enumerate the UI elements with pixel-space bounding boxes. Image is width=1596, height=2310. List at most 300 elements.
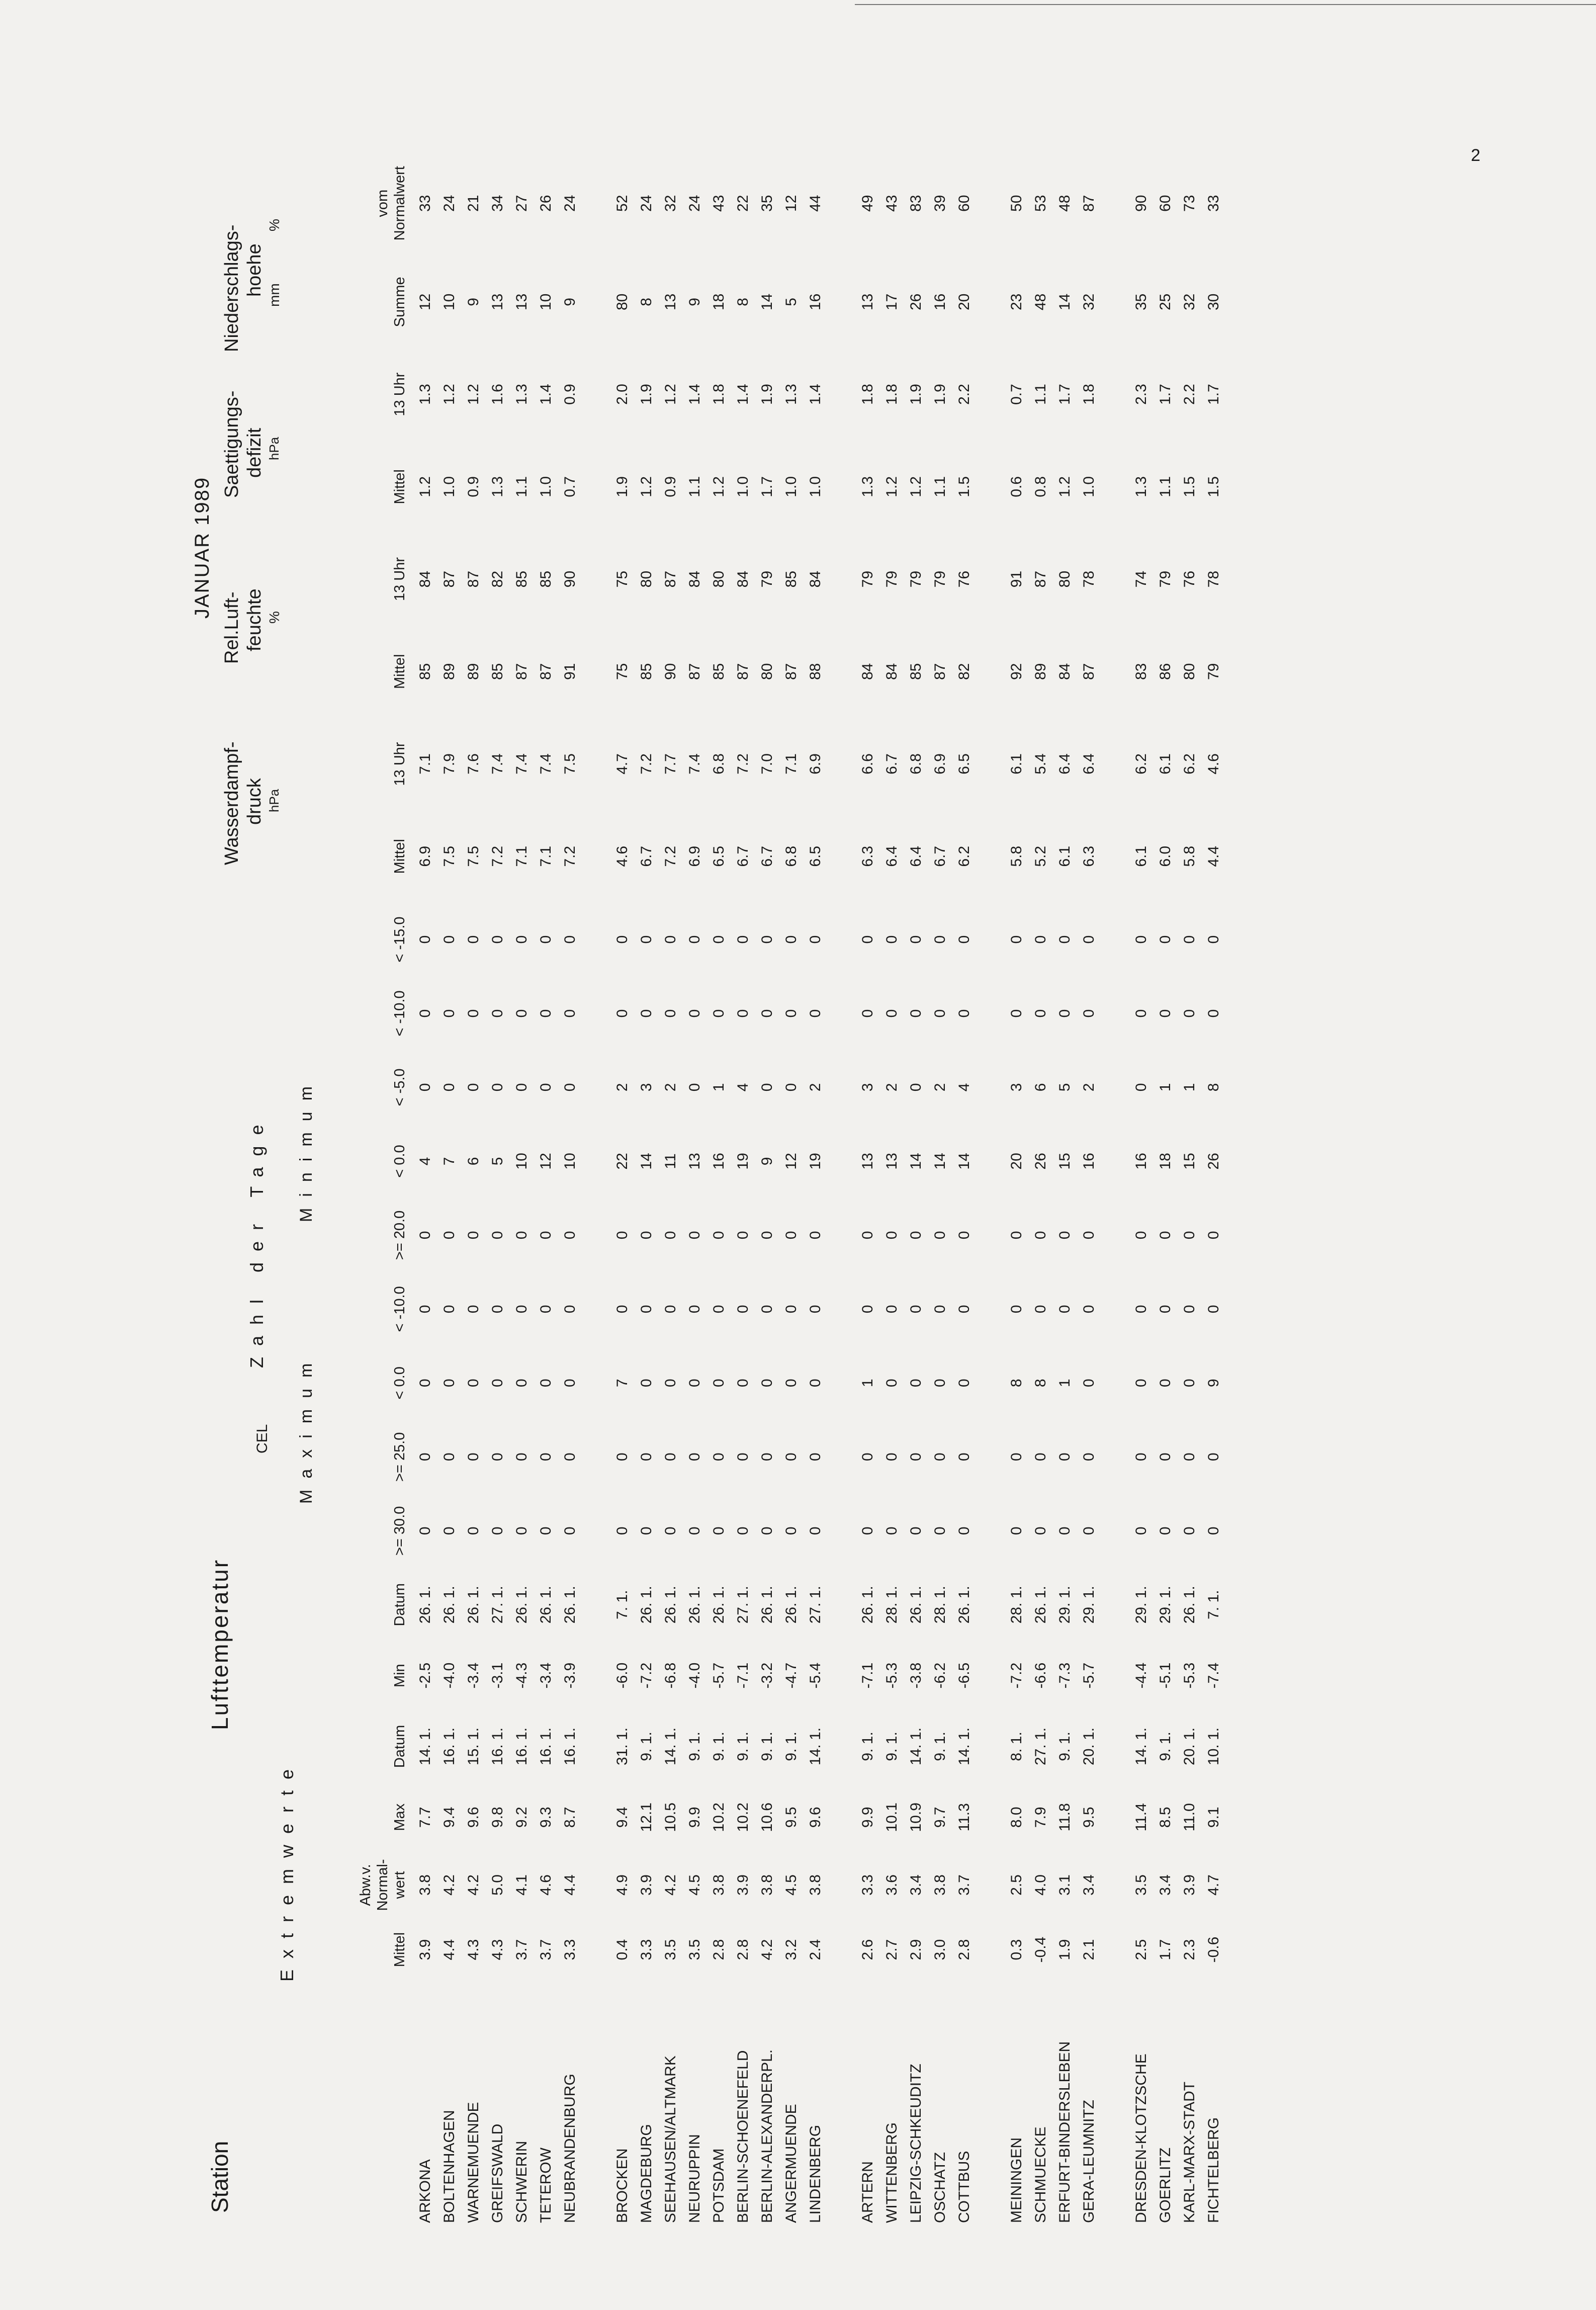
table-cell: 60: [956, 195, 972, 212]
table-cell: 0: [1181, 1526, 1198, 1535]
table-cell: 9. 1.: [638, 1732, 655, 1761]
table-cell: 7.5: [441, 845, 458, 867]
table-cell: 87: [1081, 195, 1097, 212]
table-cell: 0: [1181, 935, 1198, 944]
table-cell: -3.2: [759, 1662, 775, 1689]
station-title: Station: [207, 2141, 233, 2213]
table-cell: 60: [1157, 195, 1174, 212]
table-cell: 1.0: [441, 476, 458, 497]
station-name: ANGERMUENDE: [783, 2104, 800, 2223]
table-cell: 7.1: [417, 753, 433, 775]
table-cell: 0: [686, 1305, 703, 1314]
table-cell: 3.9: [1181, 1874, 1198, 1896]
table-cell: 9.5: [783, 1807, 800, 1828]
table-cell: 16: [1081, 1153, 1097, 1170]
table-cell: 0: [908, 935, 924, 944]
column-header: Mittel: [392, 654, 408, 689]
unit-percent-niederschlag: %: [267, 219, 282, 231]
table-cell: 1.4: [538, 384, 554, 405]
table-cell: 7: [441, 1157, 458, 1166]
table-row: [683, 151, 707, 2233]
table-cell: 5: [1056, 1083, 1073, 1092]
table-cell: 5: [489, 1157, 506, 1166]
table-cell: 20. 1.: [1081, 1727, 1097, 1765]
table-cell: 0: [614, 1305, 631, 1314]
table-cell: 9.8: [489, 1807, 506, 1828]
table-cell: 19: [735, 1153, 751, 1170]
table-cell: 6.1: [1056, 845, 1073, 867]
table-cell: 0: [614, 1009, 631, 1018]
table-cell: 3.0: [932, 1939, 948, 1960]
table-cell: 0: [956, 1526, 972, 1535]
table-cell: 14. 1.: [956, 1727, 972, 1765]
table-cell: 0: [1133, 1305, 1149, 1314]
table-cell: 0: [1081, 935, 1097, 944]
table-cell: 1.5: [1181, 476, 1198, 497]
table-cell: 0: [883, 1452, 900, 1462]
table-cell: 0: [783, 1305, 800, 1314]
table-cell: 0: [1081, 1452, 1097, 1462]
table-cell: 33: [1205, 195, 1222, 212]
table-cell: 6.7: [759, 845, 775, 867]
table-cell: 43: [883, 195, 900, 212]
table-cell: 26. 1.: [1181, 1586, 1198, 1624]
station-name: BOLTENHAGEN: [441, 2110, 458, 2223]
table-cell: 3.8: [417, 1874, 433, 1896]
table-cell: 6.9: [686, 845, 703, 867]
table-cell: 14: [932, 1153, 948, 1170]
table-cell: 0: [489, 1009, 506, 1018]
table-cell: 1.2: [441, 384, 458, 405]
table-cell: 6.2: [1181, 753, 1198, 775]
table-cell: 0: [1157, 1379, 1174, 1388]
table-cell: 7.9: [1032, 1807, 1049, 1828]
table-cell: 0: [956, 1231, 972, 1240]
table-cell: 1.3: [1133, 476, 1149, 497]
table-cell: 0: [1056, 1231, 1073, 1240]
table-cell: 0: [441, 1379, 458, 1388]
table-cell: 0: [441, 1231, 458, 1240]
table-cell: 78: [1205, 570, 1222, 588]
table-cell: 0: [783, 935, 800, 944]
table-cell: 2.2: [956, 384, 972, 405]
table-cell: 0: [932, 1452, 948, 1462]
table-cell: 79: [1157, 570, 1174, 588]
table-cell: 4.4: [441, 1939, 458, 1960]
table-cell: 0: [1056, 1452, 1073, 1462]
table-row: [1053, 151, 1077, 2233]
table-cell: 0: [1032, 1009, 1049, 1018]
table-cell: 0: [638, 1009, 655, 1018]
table-cell: 0: [956, 935, 972, 944]
table-cell: 90: [662, 663, 679, 680]
table-cell: 4.2: [441, 1874, 458, 1896]
column-header: 13 Uhr: [392, 557, 408, 602]
table-cell: 1.2: [465, 384, 482, 405]
table-cell: 0: [711, 1231, 727, 1240]
table-cell: 4.2: [662, 1874, 679, 1896]
table-cell: 0: [1032, 1452, 1049, 1462]
table-cell: 24: [686, 195, 703, 212]
table-cell: 0: [735, 1009, 751, 1018]
table-cell: 9.1: [1205, 1807, 1222, 1828]
table-cell: -5.3: [1181, 1662, 1198, 1689]
table-cell: 32: [662, 195, 679, 212]
table-cell: 2.6: [859, 1939, 876, 1960]
relfeuchte-heading-1: Rel.Luft-: [221, 591, 242, 664]
table-cell: 0: [686, 1231, 703, 1240]
table-row: [462, 151, 486, 2233]
table-row: [904, 151, 928, 2233]
table-cell: 7.2: [489, 845, 506, 867]
table-cell: 1.0: [1081, 476, 1097, 497]
table-cell: 4.0: [1032, 1874, 1049, 1896]
table-cell: 0: [1205, 1231, 1222, 1240]
table-cell: 10.5: [662, 1803, 679, 1832]
unit-percent-feuchte: %: [267, 611, 282, 624]
table-cell: 9. 1.: [932, 1732, 948, 1761]
table-cell: 0: [859, 1231, 876, 1240]
table-cell: 7.4: [513, 753, 530, 775]
table-cell: 13: [489, 293, 506, 311]
table-cell: 7.5: [562, 753, 578, 775]
table-cell: 0: [513, 1526, 530, 1535]
table-cell: 0: [417, 935, 433, 944]
table-cell: -6.2: [932, 1662, 948, 1689]
column-header: Min: [392, 1664, 408, 1687]
table-cell: 0: [662, 1305, 679, 1314]
table-cell: 85: [783, 570, 800, 588]
table-cell: 6.9: [932, 753, 948, 775]
table-cell: 11: [662, 1153, 679, 1169]
table-cell: 16: [1133, 1153, 1149, 1170]
table-cell: 0: [1133, 1526, 1149, 1535]
station-name: SCHWERIN: [513, 2141, 530, 2223]
climate-table: [357, 151, 1226, 2233]
table-cell: 5.4: [1032, 753, 1049, 775]
table-cell: 4: [956, 1083, 972, 1092]
table-cell: 0: [538, 1379, 554, 1388]
table-cell: 0: [783, 1231, 800, 1240]
table-cell: 2.8: [735, 1939, 751, 1960]
table-cell: 1.0: [807, 476, 824, 497]
table-cell: 0: [908, 1231, 924, 1240]
table-cell: 0: [735, 1526, 751, 1535]
column-header: Mittel: [392, 469, 408, 504]
table-cell: -3.1: [489, 1662, 506, 1689]
table-cell: 7.7: [662, 753, 679, 775]
table-cell: 87: [686, 663, 703, 680]
table-cell: 7. 1.: [614, 1590, 631, 1619]
table-cell: 26: [1032, 1153, 1049, 1170]
table-cell: 6.9: [417, 845, 433, 867]
table-cell: 30: [1205, 293, 1222, 311]
table-cell: 0.7: [562, 476, 578, 497]
table-cell: 14. 1.: [662, 1727, 679, 1765]
column-header: Summe: [392, 277, 408, 327]
station-name: BERLIN-ALEXANDERPL.: [759, 2049, 775, 2223]
station-name: MAGDEBURG: [638, 2124, 655, 2223]
table-cell: 1.7: [1157, 384, 1174, 405]
table-cell: 8. 1.: [1008, 1732, 1025, 1761]
table-cell: 13: [686, 1153, 703, 1170]
table-row: [635, 151, 659, 2233]
table-cell: 6.7: [932, 845, 948, 867]
table-cell: 0: [1205, 1009, 1222, 1018]
table-cell: 0: [686, 1526, 703, 1535]
table-cell: 0: [417, 1526, 433, 1535]
column-header: vom Normalwert: [375, 166, 408, 241]
table-cell: 0: [1157, 1305, 1174, 1314]
table-cell: 7.1: [538, 845, 554, 867]
table-cell: 9: [759, 1157, 775, 1166]
table-cell: 0: [1133, 1009, 1149, 1018]
table-cell: -7.2: [638, 1662, 655, 1689]
table-cell: 14. 1.: [908, 1727, 924, 1765]
table-cell: 1.1: [932, 476, 948, 497]
table-cell: 0: [859, 1305, 876, 1314]
table-cell: 86: [1157, 663, 1174, 680]
table-cell: 26. 1.: [538, 1586, 554, 1624]
table-cell: 0: [883, 1009, 900, 1018]
table-cell: 0: [932, 1009, 948, 1018]
table-cell: 0: [1205, 1305, 1222, 1314]
table-cell: 1.3: [783, 384, 800, 405]
table-cell: 0: [638, 1305, 655, 1314]
table-cell: 0: [932, 1305, 948, 1314]
station-name: NEURUPPIN: [686, 2134, 703, 2223]
table-cell: 6.7: [735, 845, 751, 867]
table-cell: 5.8: [1008, 845, 1025, 867]
table-row: [1005, 151, 1029, 2233]
table-cell: 1.9: [1056, 1939, 1073, 1960]
table-cell: 0: [662, 1526, 679, 1535]
table-cell: 14. 1.: [807, 1727, 824, 1765]
table-cell: 80: [614, 293, 631, 311]
table-cell: 52: [614, 195, 631, 212]
table-cell: 0: [1056, 935, 1073, 944]
table-cell: 9.6: [807, 1807, 824, 1828]
table-cell: -4.4: [1133, 1662, 1149, 1689]
wasserdampfdruck-heading-2: druck: [244, 778, 265, 825]
table-cell: 6.8: [711, 753, 727, 775]
table-cell: 26: [1205, 1153, 1222, 1170]
table-cell: 26. 1.: [859, 1586, 876, 1624]
table-cell: 0: [711, 1009, 727, 1018]
table-cell: -4.0: [686, 1662, 703, 1689]
extremwerte-heading: Extremwerte: [277, 1758, 297, 1982]
table-row: [486, 151, 510, 2233]
table-cell: 2: [883, 1083, 900, 1092]
table-cell: 9. 1.: [759, 1732, 775, 1761]
table-cell: 0: [1133, 1379, 1149, 1388]
table-cell: 73: [1181, 195, 1198, 212]
table-cell: 6.9: [807, 753, 824, 775]
table-cell: 0: [489, 1231, 506, 1240]
table-cell: -5.1: [1157, 1662, 1174, 1689]
table-row: [928, 151, 952, 2233]
table-cell: 79: [1205, 663, 1222, 680]
table-cell: 1.9: [614, 476, 631, 497]
table-cell: 1.2: [638, 476, 655, 497]
table-cell: 0: [956, 1452, 972, 1462]
table-cell: 3.1: [1056, 1874, 1073, 1896]
table-cell: 24: [441, 195, 458, 212]
table-cell: 16: [932, 293, 948, 311]
table-cell: 0: [513, 1452, 530, 1462]
table-cell: 7.1: [513, 845, 530, 867]
table-cell: 15: [1056, 1153, 1073, 1170]
table-cell: 0: [759, 935, 775, 944]
table-row: [534, 151, 558, 2233]
table-cell: 1.7: [1056, 384, 1073, 405]
table-cell: 87: [513, 663, 530, 680]
table-cell: 0: [513, 1231, 530, 1240]
table-cell: 0: [759, 1083, 775, 1092]
table-cell: 20. 1.: [1181, 1727, 1198, 1765]
table-cell: 9. 1.: [711, 1732, 727, 1761]
saettigung-heading-1: Saettigungs-: [221, 390, 242, 498]
table-cell: 10: [538, 293, 554, 311]
table-cell: 0: [932, 1231, 948, 1240]
top-border-line: [855, 4, 1596, 5]
table-cell: 1.4: [735, 384, 751, 405]
table-cell: 9.3: [538, 1807, 554, 1828]
table-cell: 0: [638, 1526, 655, 1535]
table-cell: 6.8: [908, 753, 924, 775]
table-cell: 0: [1157, 1231, 1174, 1240]
group-spacer: [828, 151, 856, 2233]
table-cell: 3: [859, 1083, 876, 1092]
table-cell: 9. 1.: [859, 1732, 876, 1761]
table-cell: 90: [562, 570, 578, 588]
table-row: [413, 151, 437, 2233]
table-cell: 16. 1.: [441, 1727, 458, 1765]
table-cell: 4.6: [1205, 753, 1222, 775]
table-cell: 2.8: [956, 1939, 972, 1960]
table-cell: 9. 1.: [883, 1732, 900, 1761]
table-cell: 22: [735, 195, 751, 212]
table-cell: 0: [932, 1379, 948, 1388]
table-row: [1129, 151, 1154, 2233]
table-row: [779, 151, 804, 2233]
table-cell: 4: [417, 1157, 433, 1166]
table-cell: 2.0: [614, 384, 631, 405]
table-cell: 26. 1.: [465, 1586, 482, 1624]
table-cell: 3.6: [883, 1874, 900, 1896]
table-cell: 4.3: [465, 1939, 482, 1960]
table-cell: -5.7: [711, 1662, 727, 1689]
table-cell: 18: [711, 293, 727, 311]
table-cell: 1.7: [759, 476, 775, 497]
table-cell: 0: [1181, 1231, 1198, 1240]
table-cell: 1.8: [1081, 384, 1097, 405]
table-cell: 89: [441, 663, 458, 680]
table-cell: 6.7: [883, 753, 900, 775]
table-cell: 43: [711, 195, 727, 212]
table-cell: 25: [1157, 293, 1174, 311]
table-cell: 1: [711, 1083, 727, 1092]
table-cell: 1.5: [956, 476, 972, 497]
table-cell: 4.7: [1205, 1874, 1222, 1896]
table-cell: 24: [562, 195, 578, 212]
table-cell: 0: [686, 1009, 703, 1018]
table-cell: 74: [1133, 570, 1149, 588]
table-cell: 6.5: [807, 845, 824, 867]
table-cell: 0: [441, 1009, 458, 1018]
station-name: ARTERN: [859, 2161, 876, 2223]
table-cell: 6.4: [1056, 753, 1073, 775]
table-row: [755, 151, 779, 2233]
table-cell: 26. 1.: [638, 1586, 655, 1624]
table-cell: 0: [417, 1231, 433, 1240]
table-cell: 26. 1.: [1032, 1586, 1049, 1624]
table-cell: 79: [759, 570, 775, 588]
table-cell: 91: [562, 663, 578, 680]
table-cell: 6.5: [956, 753, 972, 775]
table-cell: 4.9: [614, 1874, 631, 1896]
table-cell: 6.4: [1081, 753, 1097, 775]
table-cell: 14. 1.: [1133, 1727, 1149, 1765]
table-cell: 3.8: [759, 1874, 775, 1896]
table-cell: 2.7: [883, 1939, 900, 1960]
table-cell: 80: [638, 570, 655, 588]
table-cell: 90: [1133, 195, 1149, 212]
table-cell: 19: [807, 1153, 824, 1170]
table-cell: 0: [859, 935, 876, 944]
table-cell: 2.4: [807, 1939, 824, 1960]
table-cell: 0: [735, 1231, 751, 1240]
table-cell: 9.7: [932, 1807, 948, 1828]
table-cell: 0: [1056, 1305, 1073, 1314]
table-cell: 16: [711, 1153, 727, 1170]
table-cell: 9.9: [859, 1807, 876, 1828]
table-cell: 14: [759, 293, 775, 311]
table-cell: 1.8: [711, 384, 727, 405]
table-cell: -5.3: [883, 1662, 900, 1689]
table-cell: 1.8: [883, 384, 900, 405]
table-cell: 0: [1081, 1305, 1097, 1314]
table-cell: 0: [1205, 935, 1222, 944]
table-cell: 20: [956, 293, 972, 311]
table-cell: 3.3: [562, 1939, 578, 1960]
column-header: Mittel: [392, 839, 408, 874]
table-cell: 6.4: [883, 845, 900, 867]
table-cell: 4.2: [465, 1874, 482, 1896]
table-cell: 84: [686, 570, 703, 588]
column-header: Datum: [392, 1725, 408, 1768]
table-cell: 26: [908, 293, 924, 311]
table-row: [1154, 151, 1178, 2233]
table-cell: 35: [1133, 293, 1149, 311]
table-cell: 0: [908, 1083, 924, 1092]
table-cell: 82: [489, 570, 506, 588]
table-cell: 9: [465, 298, 482, 306]
table-cell: -0.4: [1032, 1936, 1049, 1963]
saettigung-heading-2: defizit: [244, 427, 265, 478]
table-cell: 0: [807, 1452, 824, 1462]
table-cell: -6.6: [1032, 1662, 1049, 1689]
table-cell: 3.4: [1081, 1874, 1097, 1896]
table-cell: 7.4: [538, 753, 554, 775]
table-cell: 6: [1032, 1083, 1049, 1092]
table-cell: 87: [932, 663, 948, 680]
table-cell: 1.2: [908, 476, 924, 497]
table-cell: 5.8: [1181, 845, 1198, 867]
table-cell: 0: [465, 1231, 482, 1240]
table-cell: 6.1: [1157, 753, 1174, 775]
table-cell: 0: [513, 1009, 530, 1018]
